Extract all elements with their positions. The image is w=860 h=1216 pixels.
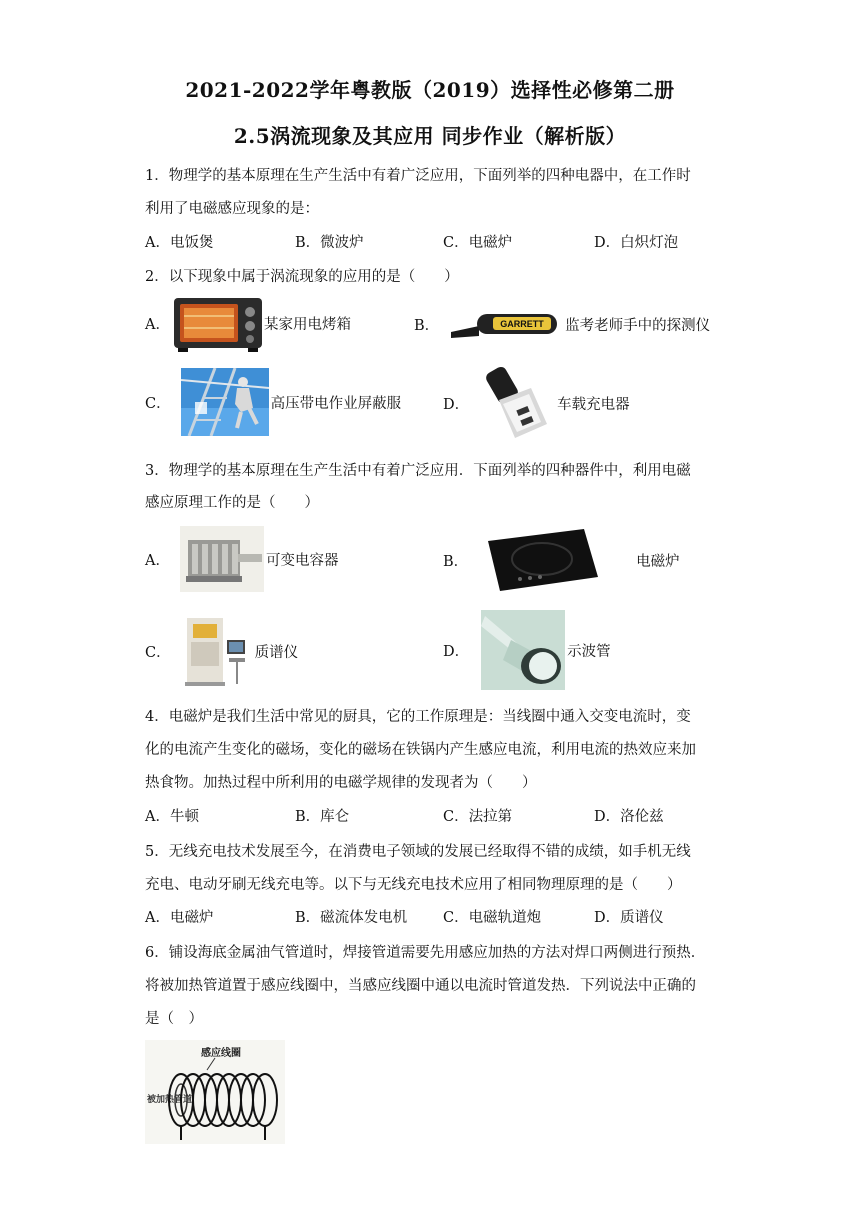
q2-option-d-text: 车载充电器 (557, 396, 630, 413)
q2-option-c-label: C． (145, 395, 171, 412)
detector-brand-text: GARRETT (500, 319, 544, 329)
q1-option-a: A．电饭煲 (145, 235, 214, 251)
q2-option-b (414, 306, 710, 342)
car-charger-icon (481, 364, 555, 442)
power-worker-icon (181, 368, 269, 436)
induction-coil-icon (145, 1040, 285, 1144)
coil-label: 感应线圈 (201, 1048, 241, 1059)
q4-option-d: D．洛伦兹 (594, 809, 664, 825)
q5-option-a: A．电磁炉 (145, 910, 214, 926)
oscilloscope-tube-icon (481, 610, 565, 690)
q3-option-c-label: C． (145, 644, 171, 661)
q2-option-b-label: B． (414, 317, 440, 334)
induction-coil-figure (145, 1040, 285, 1148)
q3-option-c-text: 质谱仪 (254, 644, 299, 661)
q5-option-c: C．电磁轨道炮 (443, 910, 542, 926)
q4-stem-line2: 化的电流产生变化的磁场，变化的磁场在铁锅内产生感应电流，利用电流的热效应来加 (145, 742, 696, 758)
q2-stem: 2．以下现象中属于涡流现象的应用的是（ ） (145, 269, 459, 285)
q5-stem-line2: 充电、电动牙刷无线充电等。以下与无线充电技术应用了相同物理原理的是（ ） (145, 877, 682, 893)
q6-stem-line3: 是（ ） (145, 1011, 203, 1027)
q6-stem-line1: 6．铺设海底金属油气管道时，焊接管道需要先用感应加热的方法对焊口两侧进行预热． (145, 945, 706, 961)
q3-stem-line2: 感应原理工作的是（ ） (145, 495, 319, 511)
metal-detector-icon (449, 306, 561, 342)
q3-option-d-label: D． (443, 643, 470, 660)
oven-icon (172, 292, 264, 354)
document-title: 2021-2022学年粤教版（2019）选择性必修第二册 (185, 78, 675, 102)
pipe-label: 被加热管道 (147, 1095, 193, 1105)
q5-option-b: B．磁流体发电机 (295, 910, 408, 926)
q2-option-a-label: A． (145, 316, 170, 333)
q3-option-a-text: 可变电容器 (265, 552, 339, 569)
q2-option-a-text: 某家用电烤箱 (263, 316, 351, 333)
variable-capacitor-icon (180, 526, 264, 592)
q2-option-c (145, 368, 401, 436)
q1-stem-line1: 1．物理学的基本原理在生产生活中有着广泛应用，下面列举的四种电器中，在工作时 (145, 168, 691, 184)
q4-option-a: A．牛顿 (145, 809, 199, 825)
q6-stem-line2: 将被加热管道置于感应线圈中，当感应线圈中通以电流时管道发热．下列说法中正确的 (145, 978, 696, 994)
q3-option-d (443, 610, 611, 690)
q2-option-d-label: D． (443, 396, 470, 413)
q1-option-b: B．微波炉 (295, 235, 364, 251)
q3-option-a-label: A． (145, 552, 170, 569)
q3-option-a (145, 526, 338, 592)
q2-option-d (443, 364, 630, 442)
q1-option-c: C．电磁炉 (443, 235, 513, 251)
induction-cooker-icon (480, 527, 600, 593)
document-subtitle: 2.5涡流现象及其应用 同步作业（解析版） (233, 124, 627, 148)
q3-option-b (443, 527, 680, 593)
q4-option-b: B．库仑 (295, 809, 350, 825)
mass-spectrometer-icon (183, 612, 253, 690)
q1-stem-line2: 利用了电磁感应现象的是： (145, 201, 319, 217)
q2-option-c-text: 高压带电作业屏蔽服 (270, 395, 402, 412)
q4-stem-line1: 4．电磁炉是我们生活中常见的厨具，它的工作原理是：当线圈中通入交变电流时，变 (145, 709, 691, 725)
q1-option-d: D．白炽灯泡 (594, 235, 679, 251)
q2-option-b-text: 监考老师手中的探测仪 (565, 317, 711, 334)
q2-option-a (145, 292, 351, 354)
q5-stem-line1: 5．无线充电技术发展至今，在消费电子领域的发展已经取得不错的成绩，如手机无线 (145, 844, 691, 860)
q4-stem-line3: 热食物。加热过程中所利用的电磁学规律的发现者为（ ） (145, 775, 537, 791)
q4-option-c: C．法拉第 (443, 809, 513, 825)
q3-option-b-label: B． (443, 553, 469, 570)
q5-option-d: D．质谱仪 (594, 910, 664, 926)
q3-option-b-text: 电磁炉 (636, 553, 680, 570)
q3-option-d-text: 示波管 (567, 643, 611, 660)
q3-stem-line1: 3．物理学的基本原理在生产生活中有着广泛应用．下面列举的四种器件中，利用电磁 (145, 463, 691, 479)
q3-option-c (145, 612, 298, 690)
